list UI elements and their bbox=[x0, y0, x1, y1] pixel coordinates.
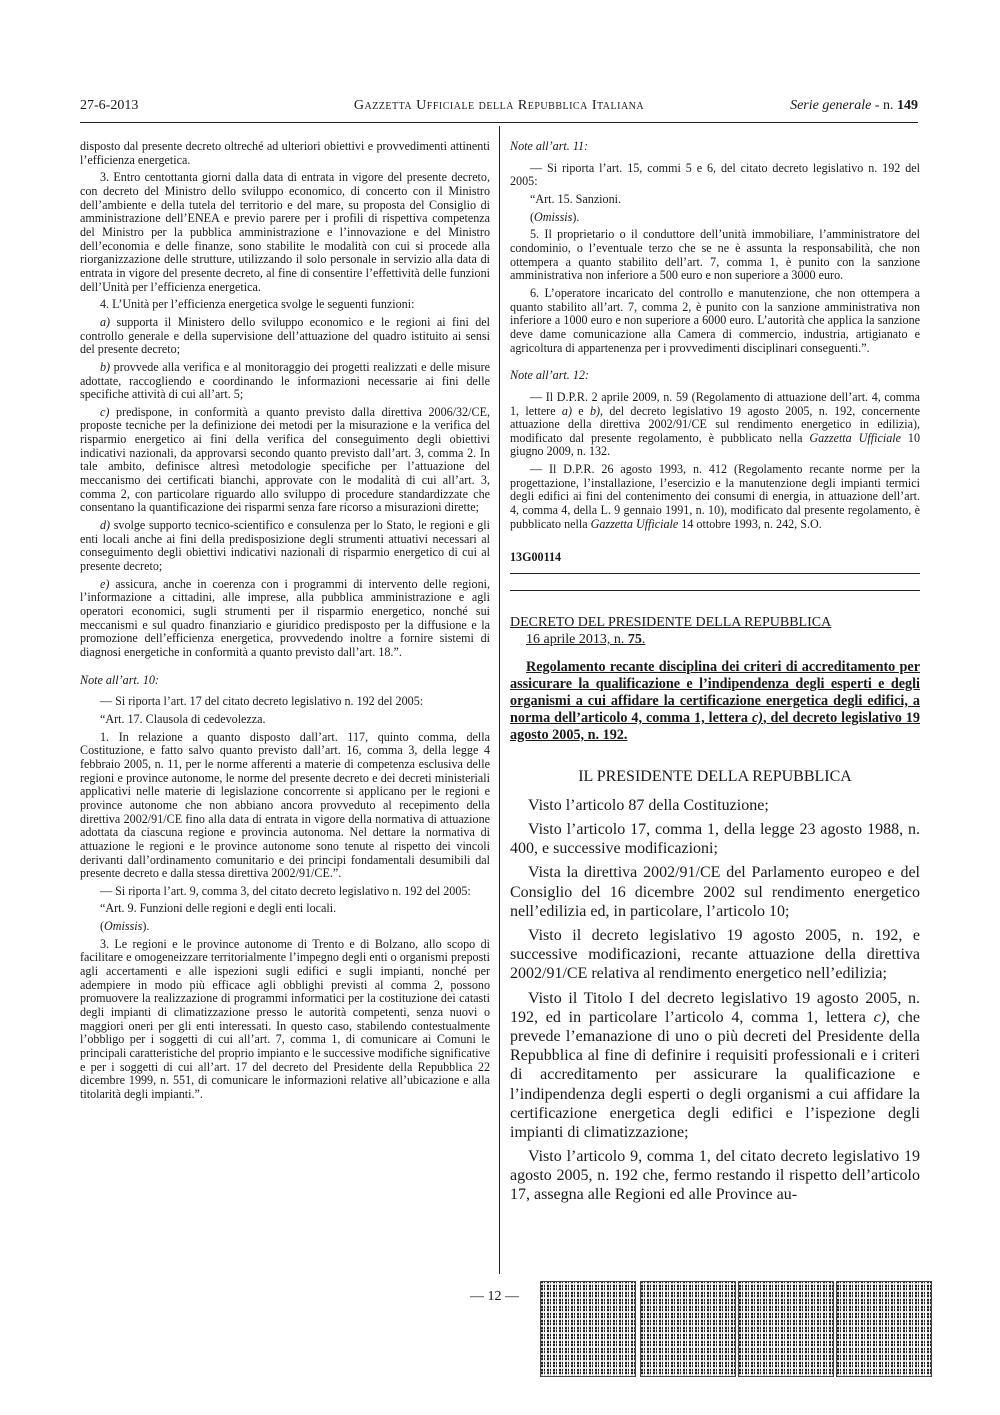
decree-date bbox=[510, 632, 920, 649]
item-c bbox=[80, 406, 490, 515]
text-italic: b) bbox=[589, 403, 601, 418]
paragraph: — Si riporta l’art. 15, commi 5 e 6, del citato decreto legislativo n. 192 del 2005: bbox=[510, 160, 920, 189]
page-header bbox=[80, 98, 918, 118]
right-column bbox=[510, 140, 920, 1210]
recital: Visto l’articolo 9, comma 1, del citato decreto legislativo 19 agosto 2005, n. 192 che, fermo restando il rispetto dell’articolo 17, assegna alle Regioni ed alle Province au- bbox=[510, 1148, 920, 1204]
item-letter: e) bbox=[100, 576, 110, 591]
text: , che prevede l’emanazione di uno o più decreti del Presidente della Repubblica al fine di definire i requisiti professionali e i criteri di accreditamento per assicurare la qualificazione e l’indipendenza degli esperti o degli organismi a cui affidare la certificazione energetica degli edifici e l’ispezione degli impianti di climatizzazione; bbox=[510, 1008, 921, 1141]
item-b bbox=[80, 361, 490, 402]
paragraph: 3. Le regioni e le province autonome di Trento e di Bolzano, allo scopo di facilitare e omogeneizzare territorialmente l’impegno degli enti o organismi preposti agli accertamenti e alle ispezioni sugli edifici e sugli impianti, nonché per adempiere in modo più efficace agli obblighi previsti al comma 2, possono promuovere la realizzazione di programmi informatici per la costituzione dei catasti degli impianti di climatizzazione presso le autorità competenti, senza nuovi o maggiori oneri per gli enti interessati. In questo caso, stabilendo contestualmente l’obbligo per i soggetti di cui all’art. 7, comma 1, di comunicare ai Comuni le principali caratteristiche del proprio impianto e le successive modifiche significative e per i soggetti di cui all’art. 17 del decreto del Presidente della Repubblica 22 dicembre 1999, n. 551, di comunicare le informazioni relative all’ubicazione e alla titolarità degli impianti.”. bbox=[80, 936, 490, 1101]
column-divider bbox=[499, 126, 500, 1274]
recital: Visto l’articolo 87 della Costituzione; bbox=[528, 796, 769, 814]
paragraph: disposto dal presente decreto oltreché ad ulteriori obiettivi e provvedimenti attinenti l’efficienza energetica. bbox=[80, 139, 490, 167]
paren: ( bbox=[100, 919, 105, 934]
text: 10 giugno 2009, n. 132. bbox=[510, 430, 920, 459]
paragraph bbox=[510, 391, 920, 459]
text: Regolamento recante disciplina dei criteri di accreditamento per assicurare la qualificazione e l’indipendenza degli esperti e degli organismi a cui affidare la certificazione energetica degli edifici, a norma dell’articolo 4, comma 1, lettera bbox=[510, 658, 920, 726]
item-letter: c) bbox=[100, 404, 110, 419]
header-serie bbox=[790, 98, 918, 114]
decree-heading bbox=[510, 615, 920, 649]
recital: Visto il decreto legislativo 19 agosto 2005, n. 192, e successive modificazioni, recante attuazione della direttiva 2002/91/CE relativa al rendimento energetico nell’edilizia; bbox=[510, 927, 920, 983]
note-heading-art-11: Note all’art. 11: bbox=[510, 139, 589, 153]
header-rule bbox=[80, 122, 918, 123]
recital: Vista la direttiva 2002/91/CE del Parlamento europeo e del Consiglio del 16 dicembre 2002 sul rendimento energetico nell’edilizia ed, in particolare, l’articolo 10; bbox=[510, 864, 920, 920]
omissis-text: Omissis bbox=[534, 209, 573, 224]
paragraph: “Art. 17. Clausola di cedevolezza. bbox=[100, 711, 266, 726]
decree-number: 75 bbox=[627, 631, 642, 647]
omissis bbox=[510, 211, 920, 225]
item-e bbox=[80, 578, 490, 660]
serie-label: Serie generale bbox=[790, 98, 872, 113]
paragraph: “Art. 15. Sanzioni. bbox=[530, 191, 622, 206]
serie-sep: - n. bbox=[871, 98, 897, 113]
item-text: predispone, in conformità a quanto previsto dalla direttiva 2006/32/CE, proposte tecniche per la definizione dei metodi per la misurazione e la verifica del risparmio energetico ai fini della verifica del conseguimento degli obiettivi indicativi nazionali, da approvarsi secondo quanto previsto dall’art. 3, comma 2. In tale ambito, definisce altresì metodologie specifiche per l’attuazione del meccanismo dei certificati bianchi, approvate con le modalità di cui all’art. 3, comma 2, con particolare riguardo allo sviluppo di procedure standardizzate che consentano la quantificazione dei risparmi senza fare ricorso a misurazioni dirette; bbox=[80, 404, 490, 515]
text: 16 aprile 2013, n. bbox=[526, 631, 628, 647]
item-d bbox=[80, 519, 490, 574]
decree-type: DECRETO DEL PRESIDENTE DELLA REPUBBLICA bbox=[510, 615, 832, 631]
serie-number: 149 bbox=[897, 98, 918, 113]
page-number: — 12 — bbox=[470, 1289, 519, 1304]
text: . bbox=[641, 631, 646, 647]
president-heading: IL PRESIDENTE DELLA REPUBBLICA bbox=[578, 767, 852, 785]
barcode-1 bbox=[540, 1281, 636, 1377]
paren: ). bbox=[142, 919, 150, 934]
omissis-text: Omissis bbox=[104, 919, 143, 934]
recital: Visto l’articolo 17, comma 1, della legge 23 agosto 1988, n. 400, e successive modificazioni; bbox=[510, 821, 920, 858]
barcode-2 bbox=[640, 1281, 736, 1377]
recital bbox=[510, 989, 920, 1143]
paragraph bbox=[510, 463, 920, 531]
paragraph: “Art. 9. Funzioni delle regioni e degli enti locali. bbox=[100, 901, 337, 916]
text-italic: a) bbox=[561, 403, 572, 418]
left-column bbox=[80, 140, 490, 1106]
paren: ( bbox=[530, 209, 535, 224]
note-heading-art-12: Note all’art. 12: bbox=[510, 368, 589, 383]
text-italic: c) bbox=[873, 1008, 887, 1026]
item-letter: a) bbox=[100, 314, 111, 329]
decree-title bbox=[510, 659, 920, 744]
paragraph: 5. Il proprietario o il conduttore dell’unità immobiliare, l’amministratore del condominio, o l’eventuale terzo che se ne è assunta la responsabilità, che non ottempera a quanto stabilito dell’art. 7, comma 1, è punito con la sanzione amministrativa non inferiore a 500 euro e non superiore a 3000 euro. bbox=[510, 227, 920, 283]
item-letter: b) bbox=[100, 359, 111, 374]
item-text: svolge supporto tecnico-scientifico e consulenza per lo Stato, le regioni e gli enti locali anche ai fini della predisposizione degli strumenti attuativi necessari al conseguimento degli obiettivi indicativi nazionali di risparmio energetico di cui al presente decreto; bbox=[80, 518, 490, 574]
item-text: provvede alla verifica e al monitoraggio dei progetti realizzati e delle misure adottate, raccogliendo e coordinando le informazioni necessarie ai fini delle specifiche attività di cui all’art. 5; bbox=[80, 359, 490, 402]
header-date: 27-6-2013 bbox=[80, 98, 139, 113]
document-code: 13G00114 bbox=[510, 550, 562, 565]
header-gazette-title: Gazzetta Ufficiale della Repubblica Italiana bbox=[353, 98, 645, 113]
text-italic: c) bbox=[751, 709, 763, 726]
text: , del decreto legislativo 19 agosto 2005, n. 192, concernente attuazione della direttiva 2002/91/CE sul rendimento energetico in edilizia), modificato dal presente regolamento, è pubblicato nella bbox=[510, 403, 920, 445]
text-italic: Gazzetta Ufficiale bbox=[809, 430, 901, 445]
paragraph: — Si riporta l’art. 9, comma 3, del citato decreto legislativo n. 192 del 2005: bbox=[100, 883, 471, 898]
paragraph: 1. In relazione a quanto disposto dall’art. 117, quinto comma, della Costituzione, e fatto salvo quanto previsto dall’art. 16, comma 3, della legge 4 febbraio 2005, n. 11, per le norme afferenti a materie di competenza esclusiva delle regioni e province autonome, le norme del presente decreto e dei decreti ministeriali applicativi nelle materie di legislazione concorrente si applicano per le regioni e province autonome che non abbiano ancora provveduto al recepimento della direttiva 2002/91/CE fino alla data di entrata in vigore della normativa di attuazione adottata da ciascuna regione e provincia autonoma. Nel dettare la normativa di attuazione le regioni e le province autonome sono tenute al rispetto dei vincoli derivanti dall’ordinamento comunitario e dei principi fondamentali desumibili dal presente decreto e dalla stessa direttiva 2002/91/CE.”. bbox=[80, 729, 490, 881]
paragraph: 4. L’Unità per l’efficienza energetica svolge le seguenti funzioni: bbox=[100, 297, 415, 312]
item-letter: d) bbox=[100, 518, 111, 533]
item-a bbox=[80, 316, 490, 357]
section-rule bbox=[510, 573, 920, 574]
omissis bbox=[80, 920, 490, 934]
item-text: assicura, anche in coerenza con i programmi di intervento delle regioni, l’informazione a cittadini, alle imprese, alla pubblica amministrazione e agli operatori economici, sugli strumenti per il risparmio energetico, nonché sui meccanismi e sul quadro finanziario e giuridico predisposto per la diffusione e la promozione dell’efficienza energetica, provvedendo inoltre a fornire sistemi di diagnosi energetiche in conformità a quanto previsto dall’art. 18.”. bbox=[80, 576, 490, 659]
text: — Il D.P.R. 26 agosto 1993, n. 412 (Regolamento recante norme per la progettazione, l’installazione, l’esercizio e la manutenzione degli impianti termici degli edifici ai fini del contenimento dei consumi di energia, in attuazione dell’art. 4, comma 4, della L. 9 gennaio 1991, n. 10), modificato dal presente regolamento, è pubblicato nella bbox=[510, 462, 920, 531]
paren: ). bbox=[572, 209, 580, 224]
item-text: supporta il Ministero dello sviluppo economico e le regioni ai fini del controllo generale e della supervisione dell’attuazione del quadro istituito ai sensi del presente decreto; bbox=[80, 314, 490, 357]
text: , del decreto legislativo 19 agosto 2005, n. 192. bbox=[510, 709, 920, 743]
barcode-4 bbox=[836, 1281, 932, 1377]
text: e bbox=[571, 403, 590, 418]
text: — Il D.P.R. 2 aprile 2009, n. 59 (Regolamento di attuazione dell’art. 4, comma 1, lettere bbox=[510, 389, 920, 418]
text-italic: Gazzetta Ufficiale bbox=[590, 516, 679, 531]
text: Visto il Titolo I del decreto legislativo 19 agosto 2005, n. 192, ed in particolare l’articolo 4, comma 1, lettera bbox=[510, 989, 920, 1026]
text: 14 ottobre 1993, n. 242, S.O. bbox=[678, 516, 822, 531]
paragraph: — Si riporta l’art. 17 del citato decreto legislativo n. 192 del 2005: bbox=[100, 694, 424, 709]
barcode-3 bbox=[738, 1281, 834, 1377]
paragraph: 3. Entro centottanta giorni dalla data di entrata in vigore del presente decreto, con decreto del Ministro dello sviluppo economico, di concerto con il Ministro dell’ambiente e della tutela del territorio e del mare, su proposta del Consiglio di amministrazione dell’ENEA e previo parere per i profili di rispettiva competenza del Ministro per la pubblica amministrazione e l’innovazione e del Ministro dell’economia e delle finanze, sono stabilite le modalità con cui si procede alla riorganizzazione delle strutture, utilizzando il solo personale in servizio alla data di entrata in vigore del presente decreto, al fine di consentire l’effettività delle funzioni dell’Unità per l’efficienza energetica. bbox=[80, 170, 490, 294]
paragraph: 6. L’operatore incaricato del controllo e manutenzione, che non ottempera a quanto stabilito all’art. 7, comma 2, è punito con la sanzione amministrativa non inferiore a 1000 euro e non superiore a 6000 euro. L’autorità che applica la sanzione deve dame comunicazione alla Camera di commercio, industria, artigianato e agricoltura di appartenenza per i provvedimenti disciplinari conseguenti.”. bbox=[510, 285, 920, 355]
note-heading-art-10: Note all’art. 10: bbox=[80, 672, 159, 687]
section-rule bbox=[510, 590, 920, 591]
